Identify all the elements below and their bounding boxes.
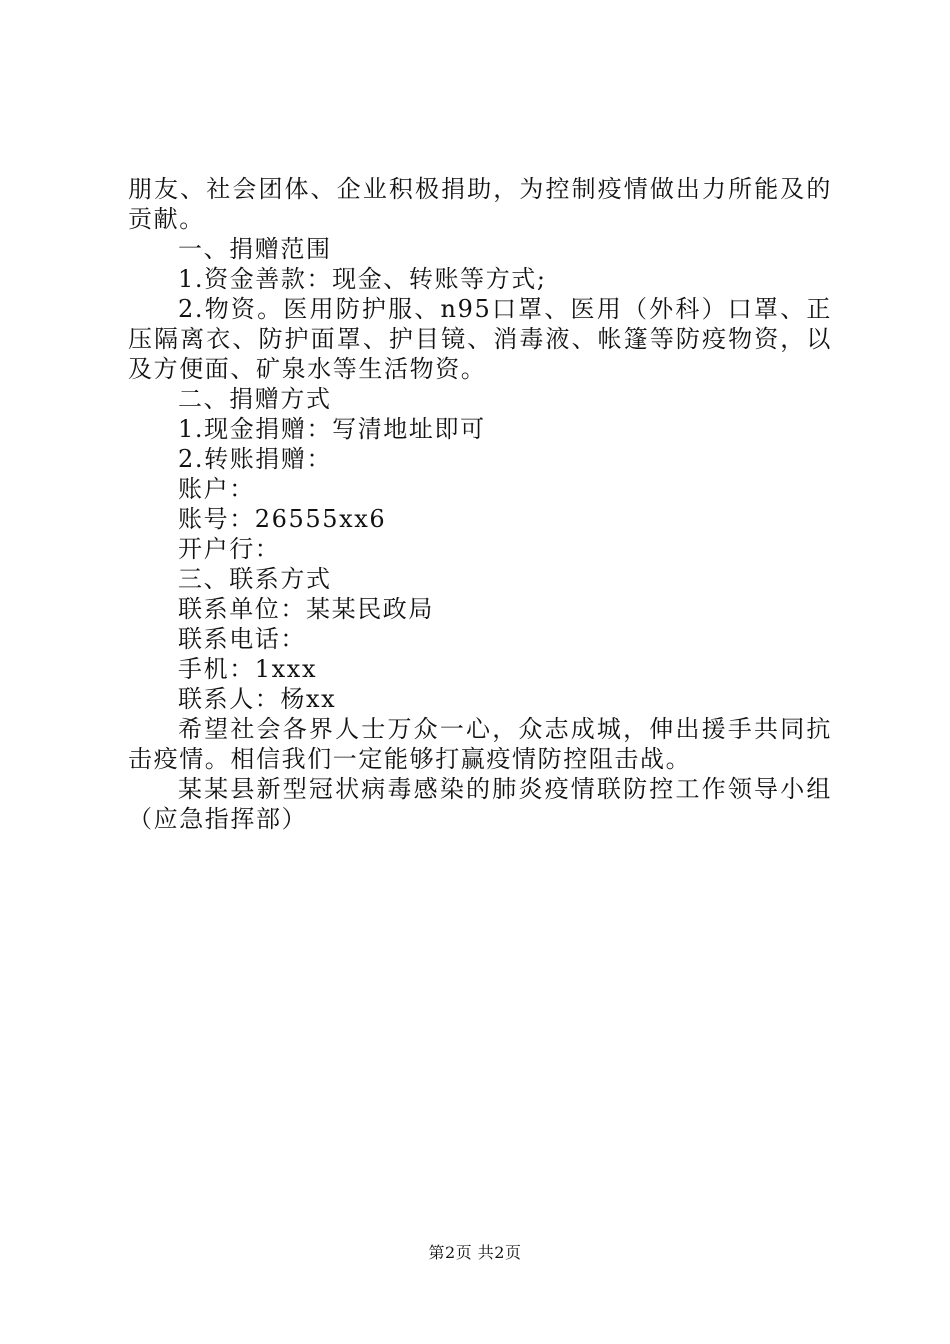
item-supplies: 2.物资。医用防护服、n95口罩、医用（外科）口罩、正压隔离衣、防护面罩、护目镜、消毒液、帐篷等防疫物资，以及方便面、矿泉水等生活物资。 xyxy=(128,295,832,383)
item-funds: 1.资金善款：现金、转账等方式; xyxy=(178,265,547,293)
account-bank: 开户行： xyxy=(178,535,281,563)
heading-donation-method: 二、捐赠方式 xyxy=(178,385,332,413)
page-footer: 第2页 共2页 xyxy=(428,1243,522,1262)
closing-appeal: 希望社会各界人士万众一心，众志成城，伸出援手共同抗击疫情。相信我们一定能够打赢疫情防控阻击战。 xyxy=(128,715,832,773)
item-transfer-donation: 2.转账捐赠： xyxy=(178,445,333,473)
heading-contact: 三、联系方式 xyxy=(178,565,332,593)
item-cash-donation: 1.现金捐赠：写清地址即可 xyxy=(178,415,486,443)
account-name: 账户： xyxy=(178,475,255,503)
contact-person: 联系人：杨xx xyxy=(178,685,337,713)
account-number: 账号：26555xx6 xyxy=(178,505,387,533)
contact-phone: 联系电话： xyxy=(178,625,306,653)
contact-mobile: 手机：1xxx xyxy=(178,655,318,683)
heading-donation-scope: 一、捐赠范围 xyxy=(178,235,332,263)
contact-unit: 联系单位：某某民政局 xyxy=(178,595,434,623)
document-body xyxy=(128,174,832,834)
paragraph-appeal-continued: 朋友、社会团体、企业积极捐助，为控制疫情做出力所能及的贡献。 xyxy=(128,175,832,233)
issuer-signature: 某某县新型冠状病毒感染的肺炎疫情联防控工作领导小组（应急指挥部） xyxy=(128,775,832,833)
